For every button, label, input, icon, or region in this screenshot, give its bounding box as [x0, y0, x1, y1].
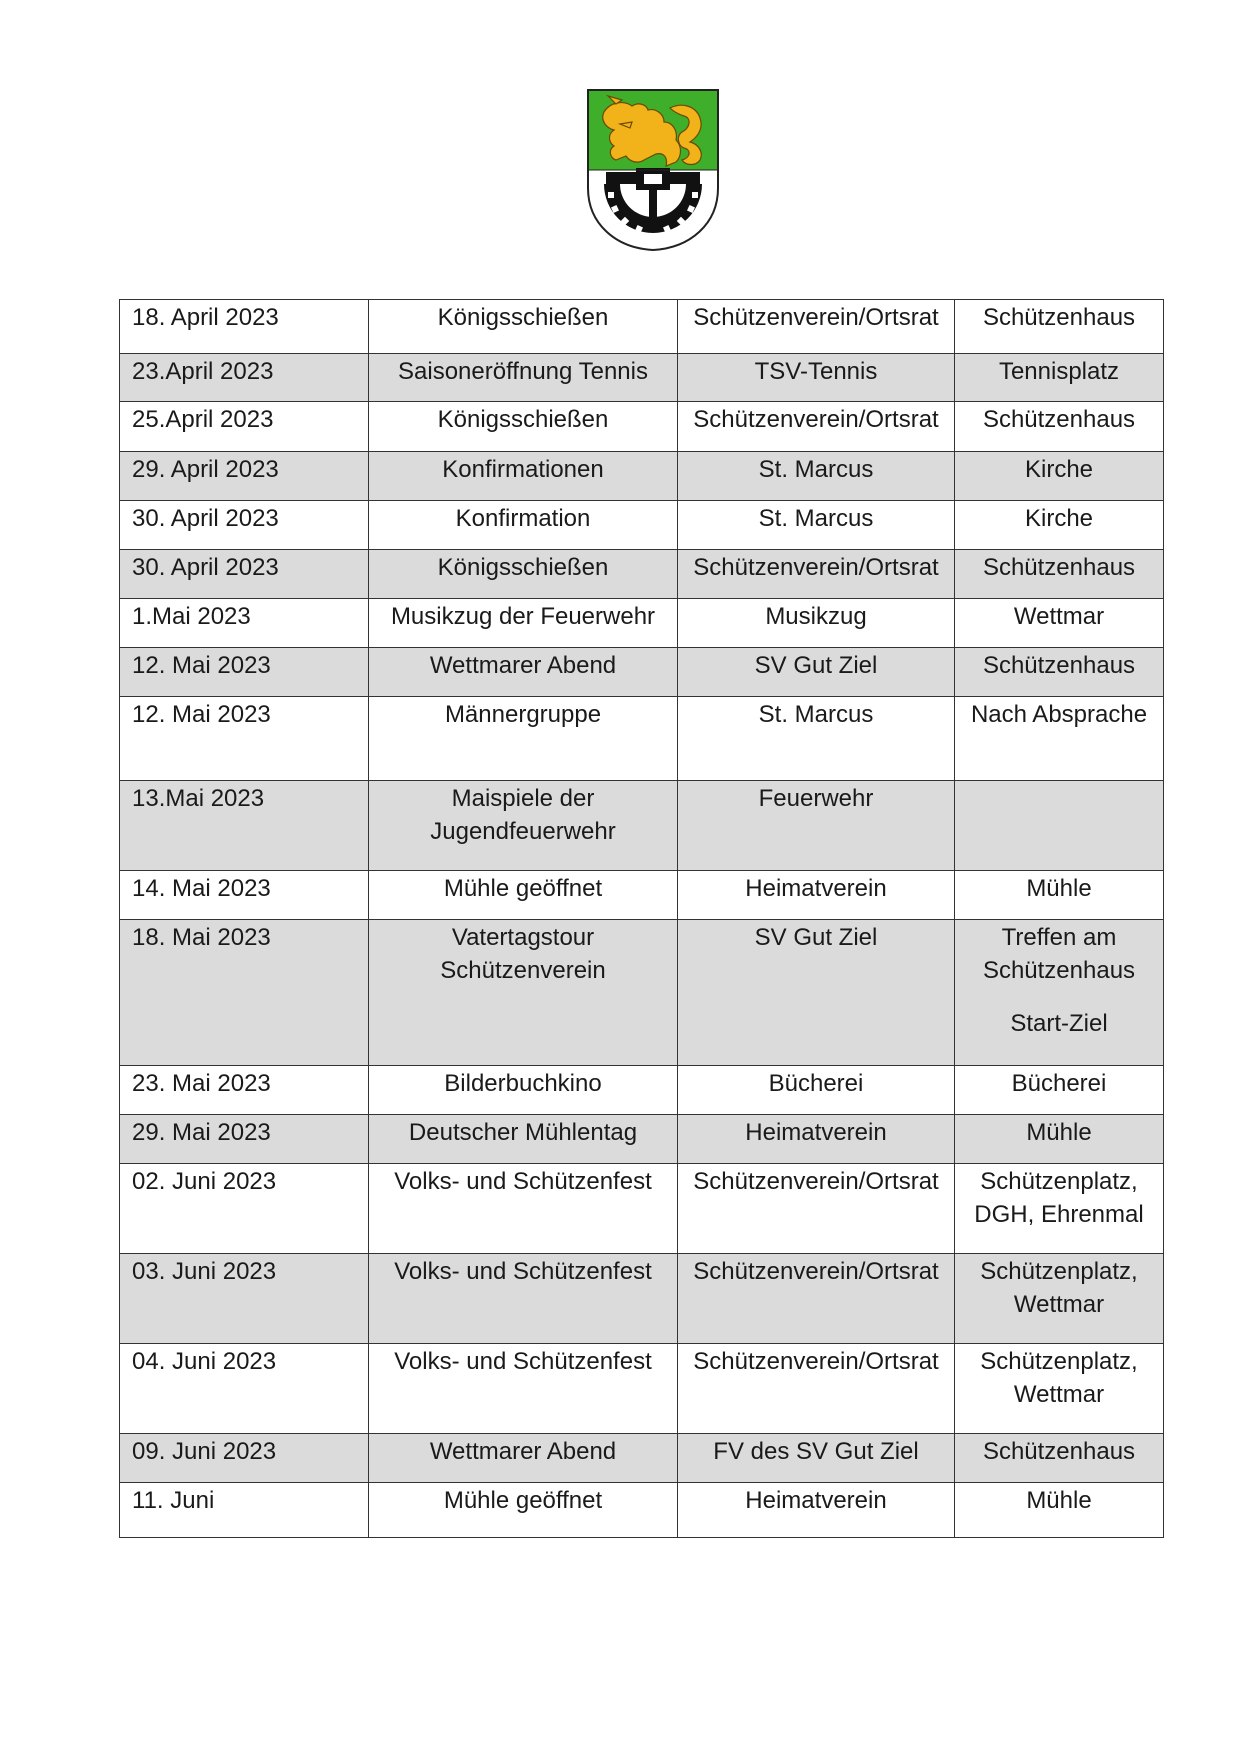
location-cell: [955, 1115, 1164, 1164]
organizer-cell: [678, 1164, 955, 1254]
location-text: Wettmar: [1013, 1291, 1105, 1318]
event-cell: [369, 1434, 678, 1483]
table-row: [120, 871, 1164, 920]
location-text: Schützenplatz,: [980, 1258, 1138, 1285]
event-text: Wettmarer Abend: [429, 652, 617, 679]
table-row: [120, 1254, 1164, 1344]
location-cell: [955, 354, 1164, 402]
event-text: Männergruppe: [444, 701, 602, 728]
organizer-cell: [678, 402, 955, 452]
event-text: Mühle geöffnet: [443, 875, 603, 902]
event-text: Deutscher Mühlentag: [408, 1119, 638, 1146]
event-cell: [369, 648, 678, 697]
organizer-cell: [678, 1254, 955, 1344]
event-text: Volks- und Schützenfest: [394, 1258, 652, 1285]
location-text: Mühle: [1026, 1119, 1092, 1146]
location-cell: [955, 300, 1164, 354]
location-cell: [955, 1164, 1164, 1254]
date-cell: 12. Mai 2023: [120, 697, 369, 781]
date-cell: 02. Juni 2023: [120, 1164, 369, 1254]
event-cell: [369, 452, 678, 501]
date-cell: 25.April 2023: [120, 402, 369, 452]
event-text: Saisoneröffnung Tennis: [398, 358, 648, 385]
event-text: Volks- und Schützenfest: [394, 1348, 652, 1375]
event-cell: [369, 402, 678, 452]
table-row: [120, 402, 1164, 452]
event-text: Bilderbuchkino: [444, 1070, 602, 1097]
event-text: Mühle geöffnet: [443, 1487, 603, 1514]
event-cell: [369, 1254, 678, 1344]
organizer-cell: [678, 781, 955, 871]
event-cell: [369, 697, 678, 781]
event-cell: [369, 1164, 678, 1254]
event-cell: [369, 300, 678, 354]
events-table: [119, 299, 1164, 1538]
table-row: [120, 1066, 1164, 1115]
organizer-text: Schützenverein/Ortsrat: [693, 304, 939, 331]
organizer-cell: [678, 300, 955, 354]
organizer-cell: [678, 1344, 955, 1434]
location-text: Bücherei: [1011, 1070, 1107, 1097]
organizer-text: Heimatverein: [745, 1487, 887, 1514]
organizer-text: Schützenverein/Ortsrat: [693, 1258, 939, 1285]
event-text: Königsschießen: [437, 304, 609, 331]
organizer-text: Schützenverein/Ortsrat: [693, 554, 939, 581]
table-row: [120, 550, 1164, 599]
location-cell: [955, 1434, 1164, 1483]
organizer-cell: [678, 1483, 955, 1538]
location-text: Tennisplatz: [998, 358, 1120, 385]
organizer-text: Bücherei: [768, 1070, 864, 1097]
table-row: [120, 452, 1164, 501]
date-cell: 30. April 2023: [120, 550, 369, 599]
event-cell: [369, 871, 678, 920]
location-cell: [955, 1483, 1164, 1538]
event-text: Schützenverein: [440, 957, 606, 984]
organizer-text: Heimatverein: [745, 875, 887, 902]
table-row: [120, 781, 1164, 871]
organizer-cell: [678, 648, 955, 697]
table-row: [120, 1434, 1164, 1483]
date-cell: 13.Mai 2023: [120, 781, 369, 871]
table-row: [120, 648, 1164, 697]
event-cell: [369, 501, 678, 550]
organizer-text: Heimatverein: [745, 1119, 887, 1146]
event-text: Musikzug der Feuerwehr: [390, 603, 656, 630]
date-cell: 1.Mai 2023: [120, 599, 369, 648]
location-text: Schützenhaus: [982, 554, 1136, 581]
events-table-body: [120, 300, 1164, 1538]
event-cell: [369, 1483, 678, 1538]
event-text: Jugendfeuerwehr: [430, 818, 616, 845]
organizer-cell: [678, 501, 955, 550]
location-text: Mühle: [1026, 875, 1092, 902]
date-cell: 11. Juni: [120, 1483, 369, 1538]
location-text: Schützenhaus: [982, 652, 1136, 679]
location-cell: [955, 920, 1164, 1066]
event-cell: [369, 781, 678, 871]
location-text: Schützenhaus: [982, 957, 1136, 984]
location-text: Schützenhaus: [982, 304, 1136, 331]
organizer-cell: [678, 599, 955, 648]
location-text: Wettmar: [1013, 603, 1105, 630]
organizer-cell: [678, 920, 955, 1066]
table-row: [120, 599, 1164, 648]
location-text: Treffen am: [1001, 924, 1117, 951]
date-cell: 18. Mai 2023: [120, 920, 369, 1066]
organizer-text: St. Marcus: [758, 505, 874, 532]
event-text: Konfirmationen: [442, 456, 604, 483]
event-text: Vatertagstour: [451, 924, 595, 951]
location-cell: [955, 781, 1164, 871]
organizer-cell: [678, 452, 955, 501]
organizer-text: St. Marcus: [758, 456, 874, 483]
location-cell: [955, 1066, 1164, 1115]
organizer-cell: [678, 1066, 955, 1115]
organizer-text: Musikzug: [765, 603, 867, 630]
organizer-text: SV Gut Ziel: [754, 924, 878, 951]
location-text: Schützenplatz,: [980, 1348, 1138, 1375]
organizer-cell: [678, 871, 955, 920]
table-row: [120, 697, 1164, 781]
organizer-cell: [678, 1434, 955, 1483]
event-text: Konfirmation: [455, 505, 591, 532]
event-cell: [369, 1115, 678, 1164]
event-text: Volks- und Schützenfest: [394, 1168, 652, 1195]
date-cell: 23. Mai 2023: [120, 1066, 369, 1115]
location-text: Kirche: [1024, 456, 1094, 483]
organizer-cell: [678, 697, 955, 781]
table-row: [120, 1483, 1164, 1538]
location-cell: [955, 871, 1164, 920]
organizer-cell: [678, 1115, 955, 1164]
organizer-text: Schützenverein/Ortsrat: [693, 1348, 939, 1375]
location-cell: [955, 1254, 1164, 1344]
organizer-cell: [678, 354, 955, 402]
organizer-text: Schützenverein/Ortsrat: [693, 1168, 939, 1195]
organizer-text: FV des SV Gut Ziel: [713, 1438, 919, 1465]
location-text: Wettmar: [1013, 1381, 1105, 1408]
date-cell: 04. Juni 2023: [120, 1344, 369, 1434]
date-cell: 09. Juni 2023: [120, 1434, 369, 1483]
event-cell: [369, 550, 678, 599]
table-row: [120, 300, 1164, 354]
date-cell: 30. April 2023: [120, 501, 369, 550]
cell-spacer: [961, 987, 1157, 1007]
event-text: Maispiele der: [451, 785, 595, 812]
table-row: [120, 501, 1164, 550]
organizer-text: TSV-Tennis: [754, 358, 878, 385]
event-cell: [369, 920, 678, 1066]
organizer-cell: [678, 550, 955, 599]
table-row: [120, 354, 1164, 402]
event-cell: [369, 1344, 678, 1434]
location-text: Schützenplatz,: [980, 1168, 1138, 1195]
organizer-text: St. Marcus: [758, 701, 874, 728]
location-cell: [955, 599, 1164, 648]
location-text: Schützenhaus: [982, 406, 1136, 433]
event-text: Wettmarer Abend: [429, 1438, 617, 1465]
date-cell: 29. April 2023: [120, 452, 369, 501]
table-row: [120, 1115, 1164, 1164]
event-cell: [369, 599, 678, 648]
organizer-text: SV Gut Ziel: [754, 652, 878, 679]
date-cell: 14. Mai 2023: [120, 871, 369, 920]
event-cell: [369, 1066, 678, 1115]
table-row: [120, 1164, 1164, 1254]
location-text: DGH, Ehrenmal: [974, 1201, 1144, 1228]
location-text: Nach Absprache: [970, 701, 1148, 728]
date-cell: 12. Mai 2023: [120, 648, 369, 697]
event-text: Königsschießen: [437, 406, 609, 433]
coat-of-arms-icon: [586, 88, 720, 252]
location-cell: [955, 402, 1164, 452]
location-text: Start-Ziel: [1010, 1010, 1108, 1037]
date-cell: 23.April 2023: [120, 354, 369, 402]
location-cell: [955, 501, 1164, 550]
location-cell: [955, 1344, 1164, 1434]
location-cell: [955, 697, 1164, 781]
event-text: Königsschießen: [437, 554, 609, 581]
location-cell: [955, 648, 1164, 697]
date-cell: 18. April 2023: [120, 300, 369, 354]
organizer-text: Schützenverein/Ortsrat: [693, 406, 939, 433]
table-row: [120, 920, 1164, 1066]
event-cell: [369, 354, 678, 402]
location-cell: [955, 452, 1164, 501]
date-cell: 29. Mai 2023: [120, 1115, 369, 1164]
location-cell: [955, 550, 1164, 599]
organizer-text: Feuerwehr: [758, 785, 874, 812]
table-row: [120, 1344, 1164, 1434]
date-cell: 03. Juni 2023: [120, 1254, 369, 1344]
location-text: Schützenhaus: [982, 1438, 1136, 1465]
location-text: Mühle: [1026, 1487, 1092, 1514]
location-text: Kirche: [1024, 505, 1094, 532]
